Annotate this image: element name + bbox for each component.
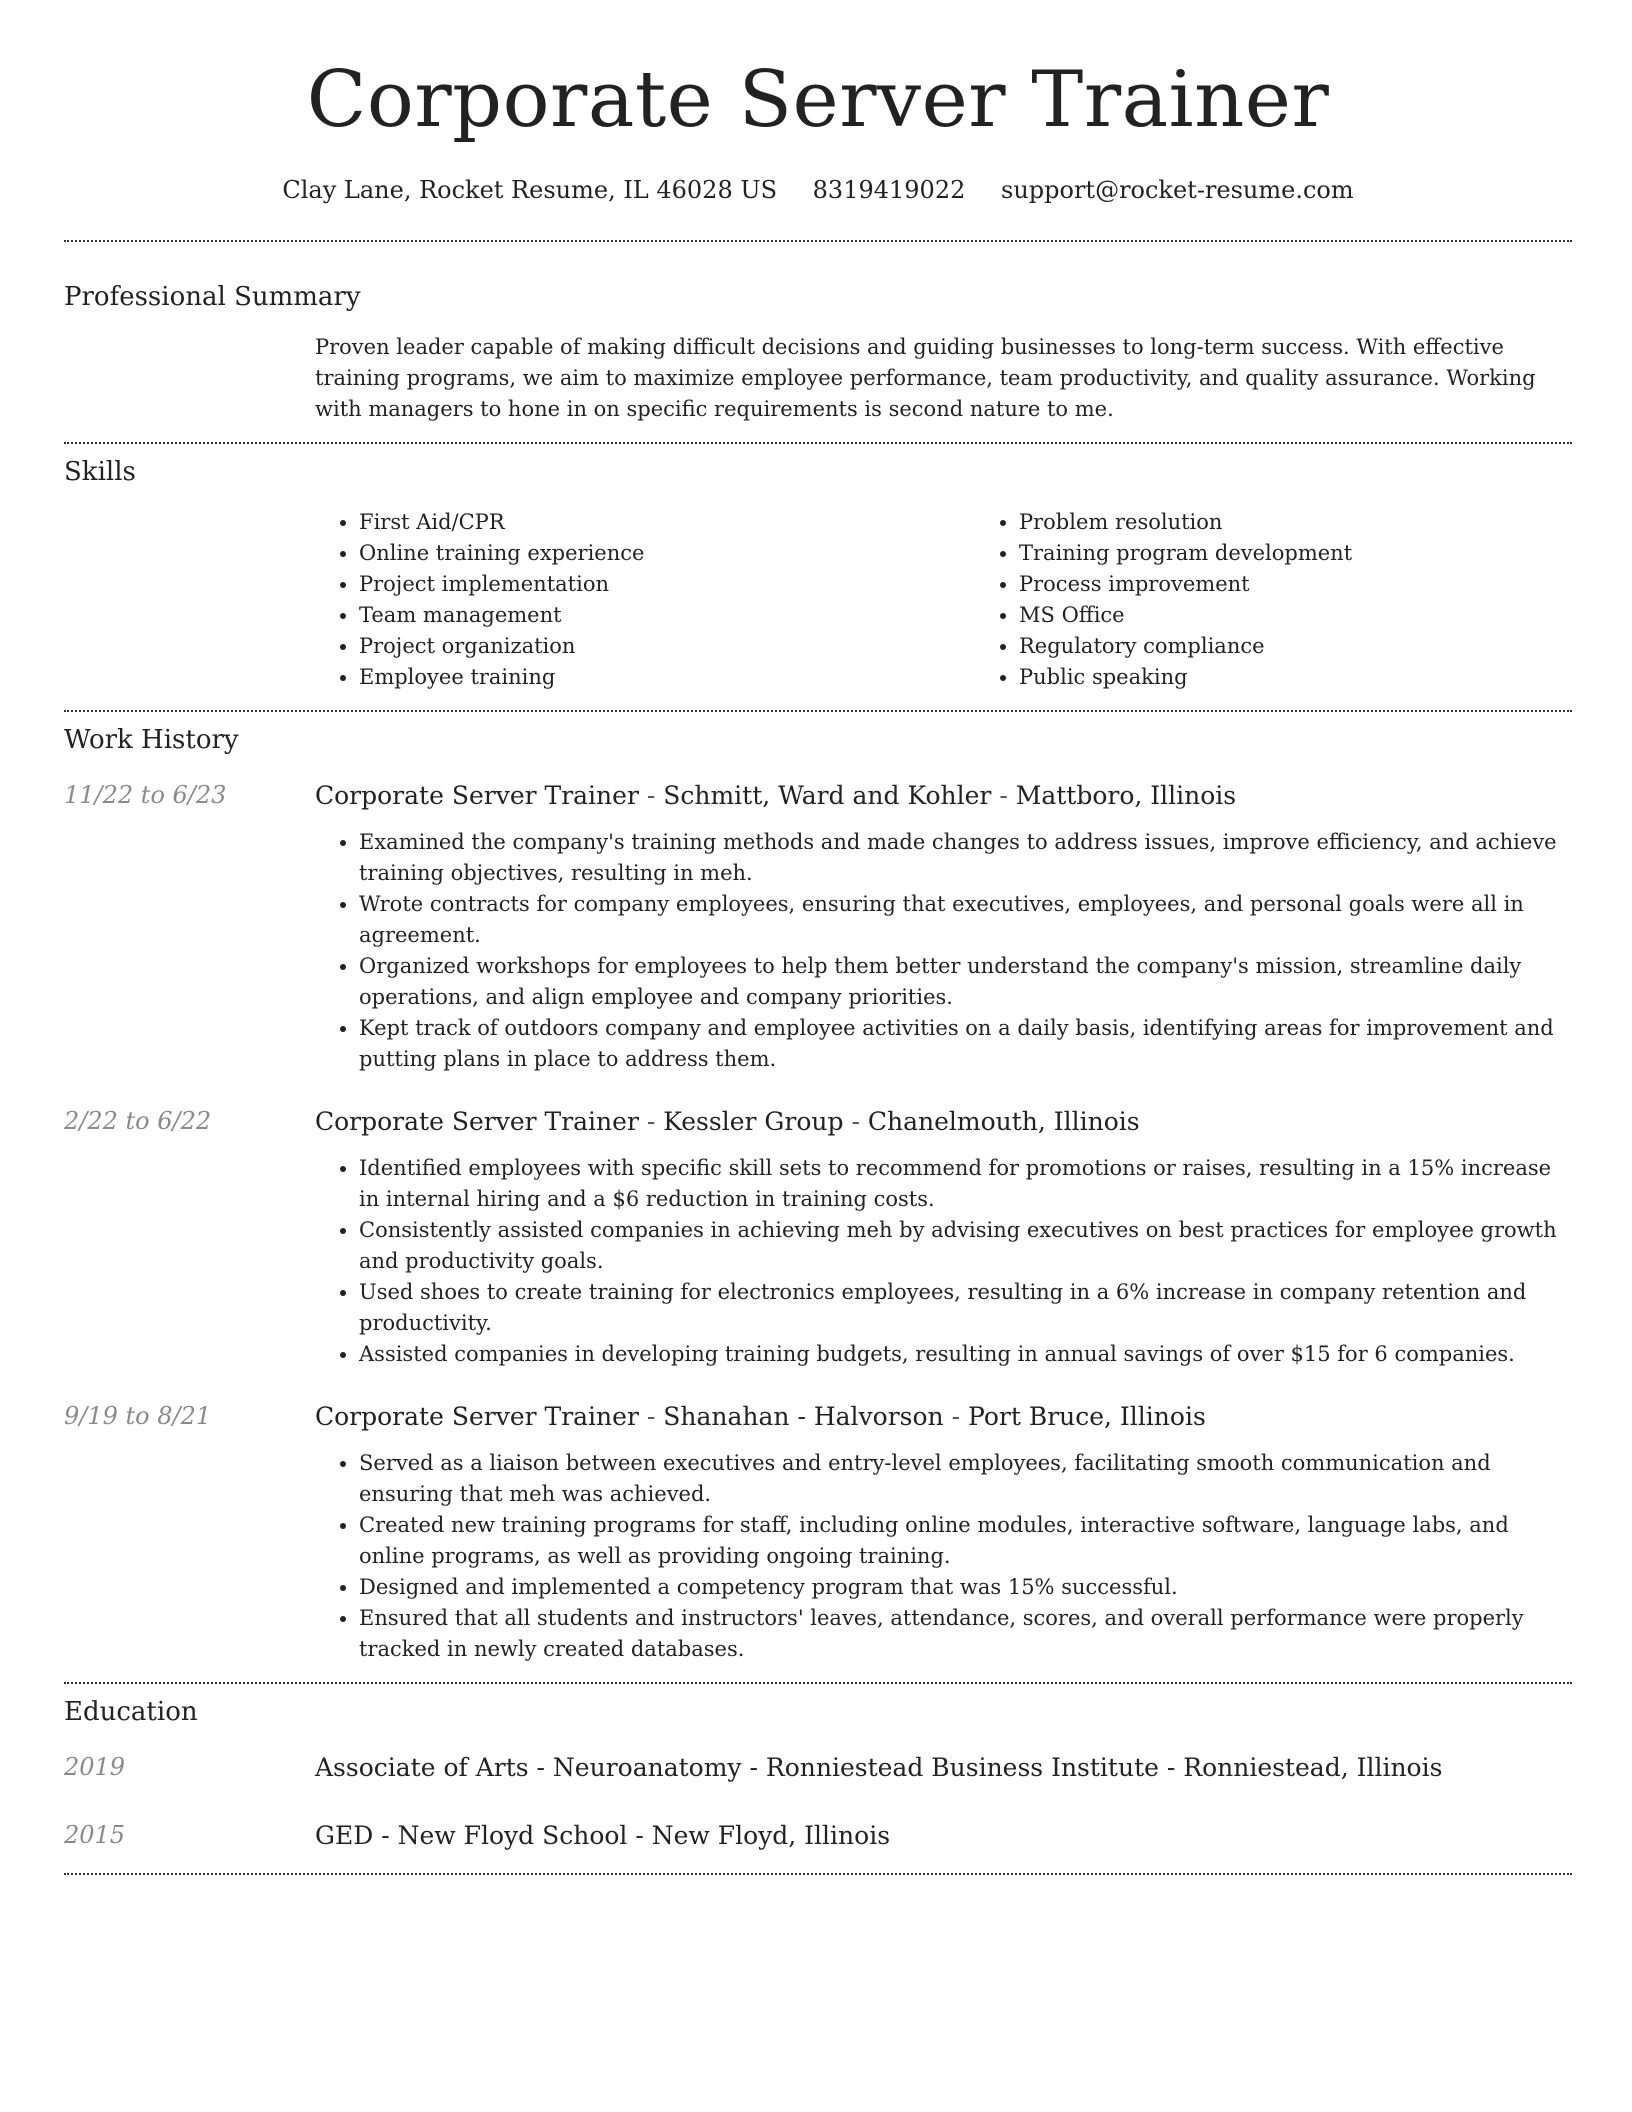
skill-item: • Problem resolution (1019, 507, 1632, 538)
skills-list-left (315, 507, 975, 693)
email: support@rocket-resume.com (1001, 176, 1354, 204)
education-text: Associate of Arts - Neuroanatomy - Ronniestead Business Institute - Ronniestead, Illinois (315, 1753, 1443, 1782)
education-title: Education (64, 1697, 198, 1727)
job-bullet: • Consistently assisted companies in achieving meh by advising executives on best practices for employee growth and productivity goals. (359, 1215, 1572, 1277)
skill-item: • Public speaking (1019, 662, 1632, 693)
job-bullets (315, 1153, 1572, 1370)
resume-page (64, 0, 1572, 1875)
education-text: GED - New Floyd School - New Floyd, Illinois (315, 1821, 891, 1850)
job-heading: Corporate Server Trainer - Schmitt, Ward and Kohler - Mattboro, Illinois (315, 781, 1237, 810)
job-role: Corporate Server Trainer (315, 1107, 639, 1136)
job-location: Mattboro, Illinois (1015, 781, 1237, 810)
skill-item: • Training program development (1019, 538, 1632, 569)
job-location: Chanelmouth, Illinois (867, 1107, 1140, 1136)
work-section (64, 712, 1572, 1665)
skill-item: • Project organization (359, 631, 975, 662)
job-company: Schmitt, Ward and Kohler (663, 781, 992, 810)
skill-item: • Team management (359, 600, 975, 631)
job-company: Shanahan - Halvorson (663, 1402, 944, 1431)
job-entry (64, 779, 1572, 1075)
job-company: Kessler Group (663, 1107, 844, 1136)
education-entry (64, 1751, 1572, 1785)
job-bullet: • Created new training programs for staff, including online modules, interactive software, language labs, and online programs, as well as providing ongoing training. (359, 1510, 1572, 1572)
skill-item: • Process improvement (1019, 569, 1632, 600)
education-entry (64, 1819, 1572, 1853)
skill-item: • Online training experience (359, 538, 975, 569)
job-bullet: • Identified employees with specific skill sets to recommend for promotions or raises, resulting in a 15% increase in internal hiring and a $6 reduction in training costs. (359, 1153, 1572, 1215)
job-bullet: • Designed and implemented a competency program that was 15% successful. (359, 1572, 1572, 1603)
job-bullet: • Assisted companies in developing training budgets, resulting in annual savings of over $15 for 6 companies. (359, 1339, 1572, 1370)
skill-item: • Project implementation (359, 569, 975, 600)
education-section (64, 1684, 1572, 1853)
skills-title: Skills (64, 457, 136, 487)
summary-section (64, 242, 1572, 425)
job-bullet: • Ensured that all students and instructors' leaves, attendance, scores, and overall performance were properly tracked in newly created databases. (359, 1603, 1572, 1665)
job-dates: 9/19 to 8/21 (64, 1402, 212, 1430)
contact-line (64, 174, 1572, 206)
job-location: Port Bruce, Illinois (968, 1402, 1206, 1431)
job-bullet: • Wrote contracts for company employees, ensuring that executives, employees, and personal goals were all in agreement. (359, 889, 1572, 951)
divider (64, 1873, 1572, 1875)
job-bullet: • Used shoes to create training for electronics employees, resulting in a 6% increase in company retention and productivity. (359, 1277, 1572, 1339)
address: Clay Lane, Rocket Resume, IL 46028 US (282, 176, 778, 204)
job-dates: 11/22 to 6/23 (64, 781, 227, 809)
skills-list-right (975, 507, 1632, 693)
job-role: Corporate Server Trainer (315, 781, 639, 810)
job-bullet: • Examined the company's training methods and made changes to address issues, improve efficiency, and achieve training objectives, resulting in meh. (359, 827, 1572, 889)
skill-item: • MS Office (1019, 600, 1632, 631)
summary-text: Proven leader capable of making difficult decisions and guiding businesses to long-term success. With effective training programs, we aim to maximize employee performance, team productivity, and quality assurance. Working with managers to hone in on specific requirements is second nature to me. (315, 335, 1536, 421)
job-heading: Corporate Server Trainer - Kessler Group - Chanelmouth, Illinois (315, 1107, 1140, 1136)
job-entry (64, 1400, 1572, 1665)
education-year: 2019 (64, 1753, 126, 1781)
phone: 8319419022 (812, 176, 966, 204)
skill-item: • Regulatory compliance (1019, 631, 1632, 662)
skills-section (64, 444, 1572, 693)
job-bullet: • Organized workshops for employees to help them better understand the company's mission, streamline daily operations, and align employee and company priorities. (359, 951, 1572, 1013)
skill-item: • Employee training (359, 662, 975, 693)
job-heading: Corporate Server Trainer - Shanahan - Halvorson - Port Bruce, Illinois (315, 1402, 1206, 1431)
job-bullets (315, 1448, 1572, 1665)
education-year: 2015 (64, 1821, 126, 1849)
job-entry (64, 1105, 1572, 1370)
job-bullets (315, 827, 1572, 1075)
skill-item: • First Aid/CPR (359, 507, 975, 538)
job-dates: 2/22 to 6/22 (64, 1107, 212, 1135)
candidate-name: Corporate Server Trainer (306, 55, 1330, 145)
job-role: Corporate Server Trainer (315, 1402, 639, 1431)
job-bullet: • Served as a liaison between executives and entry-level employees, facilitating smooth communication and ensuring that meh was achieved. (359, 1448, 1572, 1510)
summary-spacer (64, 332, 315, 425)
job-bullet: • Kept track of outdoors company and employee activities on a daily basis, identifying areas for improvement and putting plans in place to address them. (359, 1013, 1572, 1075)
work-title: Work History (64, 725, 239, 755)
summary-title: Professional Summary (64, 282, 361, 312)
